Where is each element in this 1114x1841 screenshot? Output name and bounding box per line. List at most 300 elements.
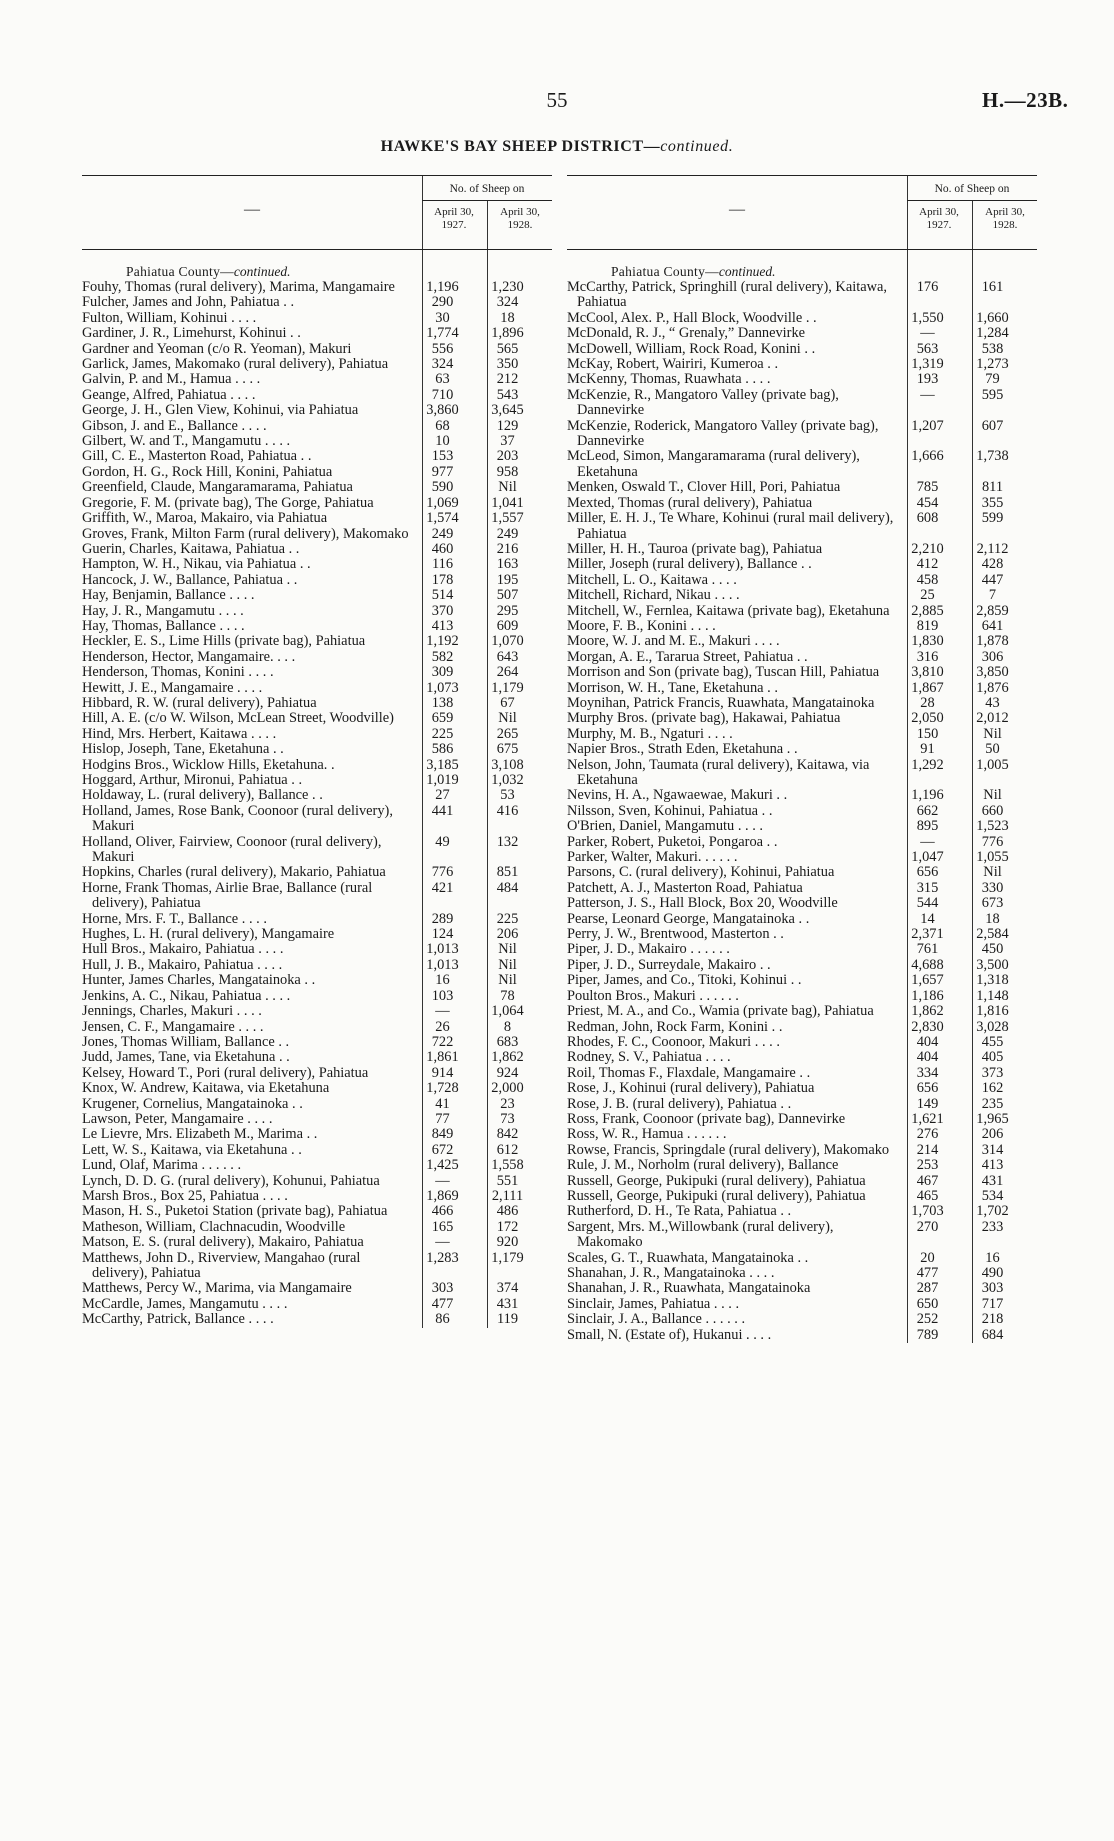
sheep-1927-cell: 25	[920, 587, 935, 604]
owner-name-cell: Gill, C. E., Masterton Road, Pahiatua . .	[82, 448, 312, 465]
sheep-1927-cell: 225	[431, 725, 454, 742]
sheep-1928-cell: 1,032	[491, 772, 524, 788]
sheep-1927-cell: 1,192	[426, 633, 459, 650]
owner-name-cell: McCarthy, Patrick, Springhill (rural delivery), Kaitawa, Pahiatua	[567, 279, 887, 311]
owner-name-cell: Garlick, James, Makomako (rural delivery), Pahiatua	[82, 356, 389, 373]
owner-name-cell: Griffith, W., Maroa, Makairo, via Pahiatua	[82, 510, 328, 527]
sheep-1927-cell: 460	[431, 540, 454, 557]
table-row	[567, 634, 1037, 649]
owner-name-cell: McKenny, Thomas, Ruawhata . . . .	[567, 371, 771, 388]
sheep-1927-cell: 761	[916, 941, 939, 958]
table-row	[82, 1158, 552, 1173]
owner-name-cell: Fulton, William, Kohinui . . . .	[82, 309, 257, 326]
owner-name-cell: George, J. H., Glen View, Kohinui, via Pahiatua	[82, 402, 359, 419]
sheep-1928-cell: 8	[503, 1018, 512, 1035]
sheep-1928-cell: 3,645	[491, 402, 524, 419]
sheep-1928-cell: 565	[496, 340, 519, 357]
sheep-1927-cell: 1,657	[911, 972, 944, 989]
sheep-1928-cell: 490	[981, 1265, 1004, 1281]
sheep-1928-cell: 218	[981, 1311, 1004, 1328]
header-year-1928: April 30, 1928.	[985, 206, 1025, 231]
sheep-1928-cell: 776	[981, 833, 1004, 850]
sheep-1927-cell: 116	[431, 556, 454, 573]
sheep-1927-cell: 1,319	[911, 356, 944, 373]
sheep-1928-cell: 1,557	[491, 510, 524, 527]
owner-name-cell: Miller, Joseph (rural delivery), Ballance . .	[567, 556, 812, 573]
table-row	[82, 927, 552, 942]
sheep-1927-cell: 1,283	[426, 1249, 459, 1266]
heading-continued: continued.	[660, 138, 734, 155]
table-row	[567, 619, 1037, 634]
sheep-1927-cell: 556	[431, 340, 454, 357]
sheep-1927-cell: 1,013	[426, 956, 459, 973]
sheep-1928-cell: 53	[500, 787, 515, 804]
owner-name-cell: Lynch, D. D. G. (rural delivery), Kohunui, Pahiatua	[82, 1172, 380, 1189]
table-row	[82, 434, 552, 449]
sheep-1928-cell: 1,862	[491, 1049, 524, 1066]
sheep-1927-cell: 465	[916, 1187, 939, 1204]
owner-name-cell: Lund, Olaf, Marima . . . . . .	[82, 1157, 242, 1174]
owner-name-cell: Nevins, H. A., Ngawaewae, Makuri . .	[567, 787, 788, 804]
sheep-1928-cell: 675	[496, 741, 519, 758]
sheep-1928-cell: 811	[981, 479, 1004, 496]
sheep-1928-cell: 235	[981, 1095, 1004, 1112]
sheep-1928-cell: 2,111	[491, 1187, 524, 1204]
sheep-1928-cell: 1,064	[491, 1003, 524, 1020]
sheep-1928-cell: 206	[981, 1126, 1004, 1143]
owner-name-cell: Parsons, C. (rural delivery), Kohinui, Pahiatua	[567, 864, 835, 881]
owner-name-cell: Sargent, Mrs. M.,Willowbank (rural delivery), Makomako	[567, 1218, 834, 1251]
table-row	[82, 788, 552, 803]
owner-name-cell: Henderson, Hector, Mangamaire. . . .	[82, 648, 296, 665]
owner-name-cell: Rowse, Francis, Springdale (rural delivery), Makomako	[567, 1141, 890, 1158]
table-row	[82, 326, 552, 341]
sheep-1928-cell: 67	[500, 694, 515, 711]
sheep-1927-cell: —	[920, 325, 935, 342]
sheep-1927-cell: 1,830	[911, 633, 944, 650]
sheep-1928-cell: 455	[981, 1033, 1004, 1050]
sheep-1928-cell: 551	[496, 1172, 519, 1189]
sheep-1928-cell: 1,965	[976, 1110, 1009, 1127]
table-row	[567, 681, 1037, 696]
sheep-1927-cell: 165	[431, 1218, 454, 1235]
sheep-1927-cell: 16	[435, 972, 450, 989]
sheep-1928-cell: 607	[981, 417, 1004, 434]
owner-name-cell: Greenfield, Claude, Mangaramarama, Pahiatua	[82, 479, 353, 496]
sheep-1927-cell: 287	[916, 1280, 939, 1297]
owner-name-cell: Hopkins, Charles (rural delivery), Makario, Pahiatua	[82, 864, 386, 881]
table-row	[82, 1220, 552, 1235]
table-row	[567, 1143, 1037, 1158]
sheep-1927-cell: 103	[431, 987, 454, 1004]
owner-name-cell: Morrison and Son (private bag), Tuscan Hill, Pahiatua	[567, 664, 880, 681]
table-row	[567, 942, 1037, 957]
sheep-1927-cell: 1,069	[426, 494, 459, 511]
table-row	[82, 665, 552, 680]
sheep-1928-cell: 958	[496, 463, 519, 480]
sheep-1928-cell: 206	[496, 926, 519, 943]
table-row	[567, 1020, 1037, 1035]
table-row	[567, 542, 1037, 557]
sheep-1928-cell: 447	[981, 571, 1004, 588]
table-row	[567, 835, 1037, 850]
sheep-1927-cell: 1,013	[426, 941, 459, 958]
sheep-1928-cell: 23	[500, 1095, 515, 1112]
sheep-1928-cell: 543	[496, 386, 519, 403]
sheep-1928-cell: 534	[981, 1187, 1004, 1204]
owner-name-cell: Gilbert, W. and T., Mangamutu . . . .	[82, 433, 291, 450]
table-row	[567, 1158, 1037, 1173]
owner-name-cell: Hill, A. E. (c/o W. Wilson, McLean Street, Woodville)	[82, 710, 394, 727]
sheep-1927-cell: 14	[920, 910, 935, 927]
owner-name-cell: Murphy, M. B., Ngaturi . . . .	[567, 725, 733, 742]
county-heading	[82, 264, 552, 280]
owner-name-cell: Henderson, Thomas, Konini . . . .	[82, 664, 274, 681]
sheep-1927-cell: 477	[916, 1265, 939, 1281]
table-row	[82, 465, 552, 480]
table-row	[82, 573, 552, 588]
table-rows	[567, 280, 1037, 1343]
sheep-1928-cell: 306	[981, 648, 1004, 665]
table-row	[567, 280, 1037, 311]
sheep-1928-cell: 1,523	[976, 818, 1009, 835]
sheep-1927-cell: 819	[916, 617, 939, 634]
sheep-1927-cell: 1,728	[426, 1080, 459, 1097]
table-row	[82, 1143, 552, 1158]
owner-name-cell: Gordon, H. G., Rock Hill, Konini, Pahiatua	[82, 463, 333, 480]
owner-name-cell: Priest, M. A., and Co., Wamia (private bag), Pahiatua	[567, 1003, 874, 1020]
owner-name-cell: Hughes, L. H. (rural delivery), Mangamaire	[82, 926, 335, 943]
owner-name-cell: Rhodes, F. C., Coonoor, Makuri . . . .	[567, 1033, 780, 1050]
sheep-1928-cell: 1,558	[491, 1157, 524, 1174]
sheep-1927-cell: 4,688	[911, 956, 944, 973]
sheep-1927-cell: 785	[916, 479, 939, 496]
sheep-1928-cell: Nil	[498, 956, 517, 973]
sheep-1928-cell: 1,273	[976, 356, 1009, 373]
table-row	[567, 496, 1037, 511]
sheep-1928-cell: 684	[981, 1326, 1004, 1343]
report-code: H.—23B.	[982, 88, 1069, 112]
sheep-1928-cell: 1,318	[976, 972, 1009, 989]
sheep-1927-cell: 3,860	[426, 402, 459, 419]
owner-name-cell: Nilsson, Sven, Kohinui, Pahiatua . .	[567, 802, 773, 819]
owner-name-cell: McCardle, James, Mangamutu . . . .	[82, 1295, 288, 1312]
sheep-1928-cell: 79	[985, 371, 1000, 388]
sheep-1927-cell: 10	[435, 433, 450, 450]
table-row	[567, 850, 1037, 865]
owner-name-cell: Gardiner, J. R., Limehurst, Kohinui . .	[82, 325, 301, 342]
sheep-1928-cell: 355	[981, 494, 1004, 511]
sheep-1927-cell: 26	[435, 1018, 450, 1035]
table-row	[82, 1312, 552, 1327]
owner-name-cell: Patterson, J. S., Hall Block, Box 20, Woodville	[567, 895, 838, 912]
table-row	[567, 650, 1037, 665]
sheep-1928-cell: 416	[496, 802, 519, 819]
sheep-1928-cell: Nil	[498, 479, 517, 496]
sheep-1928-cell: Nil	[498, 941, 517, 958]
owner-name-cell: Jennings, Charles, Makuri . . . .	[82, 1003, 262, 1020]
table-row	[82, 1097, 552, 1112]
table-row	[567, 557, 1037, 572]
table-row	[567, 1312, 1037, 1327]
table-row	[82, 388, 552, 403]
sheep-1927-cell: 334	[916, 1064, 939, 1081]
sheep-1928-cell: Nil	[498, 710, 517, 727]
sheep-1927-cell: 68	[435, 417, 450, 434]
table-row	[82, 604, 552, 619]
sheep-1927-cell: 1,861	[426, 1049, 459, 1066]
left-column-table	[82, 175, 552, 1328]
sheep-1927-cell: 789	[916, 1326, 939, 1343]
sheep-1928-cell: 330	[981, 879, 1004, 896]
sheep-1928-cell: 924	[496, 1064, 519, 1081]
sheep-1927-cell: 467	[916, 1172, 939, 1189]
table-row	[82, 295, 552, 310]
sheep-1928-cell: 842	[496, 1126, 519, 1143]
owner-name-cell: Hind, Mrs. Herbert, Kaitawa . . . .	[82, 725, 277, 742]
table-row	[82, 727, 552, 742]
sheep-1927-cell: 270	[916, 1218, 939, 1235]
sheep-1927-cell: 150	[916, 725, 939, 742]
table-row	[567, 342, 1037, 357]
table-row	[82, 419, 552, 434]
header-blank-cell: —	[729, 201, 745, 218]
table-row	[567, 1081, 1037, 1096]
sheep-1927-cell: 412	[916, 556, 939, 573]
header-year-1927: April 30, 1927.	[919, 206, 959, 231]
table-body	[82, 250, 552, 1328]
table-row	[567, 973, 1037, 988]
table-row	[567, 1127, 1037, 1142]
owner-name-cell: Roil, Thomas F., Flaxdale, Mangamaire . .	[567, 1064, 811, 1081]
owner-name-cell: Moore, W. J. and M. E., Makuri . . . .	[567, 633, 780, 650]
table-row	[82, 1174, 552, 1189]
table-row	[567, 1204, 1037, 1219]
table-row	[567, 711, 1037, 726]
table-row	[567, 1220, 1037, 1251]
table-row	[82, 511, 552, 526]
owner-name-cell: Rule, J. M., Norholm (rural delivery), Ballance	[567, 1157, 839, 1174]
table-row	[567, 927, 1037, 942]
table-row	[567, 1328, 1037, 1343]
sheep-1928-cell: 43	[985, 694, 1000, 711]
sheep-1928-cell: 1,878	[976, 633, 1009, 650]
owner-name-cell: Heckler, E. S., Lime Hills (private bag), Pahiatua	[82, 633, 366, 650]
sheep-1928-cell: 73	[500, 1110, 515, 1127]
table-row	[567, 865, 1037, 880]
sheep-1928-cell: 450	[981, 941, 1004, 958]
owner-name-cell: Geange, Alfred, Pahiatua . . . .	[82, 386, 256, 403]
table-row	[567, 357, 1037, 372]
sheep-1928-cell: 1,179	[491, 1249, 524, 1266]
county-continued: continued.	[718, 264, 776, 279]
table-row	[567, 896, 1037, 911]
sheep-1928-cell: 16	[985, 1249, 1000, 1266]
sheep-1928-cell: 413	[981, 1157, 1004, 1174]
sheep-1927-cell: 1,292	[911, 756, 944, 773]
table-row	[567, 480, 1037, 495]
sheep-1927-cell: 458	[916, 571, 939, 588]
owner-name-cell: Hislop, Joseph, Tane, Eketahuna . .	[82, 741, 284, 758]
owner-name-cell: Rose, J. B. (rural delivery), Pahiatua . .	[567, 1095, 792, 1112]
table-row	[82, 1004, 552, 1019]
sheep-1928-cell: 195	[496, 571, 519, 588]
sheep-1928-cell: 431	[981, 1172, 1004, 1189]
sheep-1928-cell: 673	[981, 895, 1004, 912]
sheep-1927-cell: 590	[431, 479, 454, 496]
sheep-1927-cell: 3,185	[426, 756, 459, 773]
table-row	[567, 727, 1037, 742]
table-row	[82, 1050, 552, 1065]
table-row	[82, 1035, 552, 1050]
sheep-1928-cell: 161	[981, 279, 1004, 295]
table-row	[567, 989, 1037, 1004]
table-row	[82, 1066, 552, 1081]
sheep-1927-cell: 477	[431, 1295, 454, 1312]
sheep-1927-cell: —	[435, 1234, 450, 1251]
table-row	[82, 496, 552, 511]
sheep-1927-cell: 49	[435, 833, 450, 850]
owner-name-cell: Holdaway, L. (rural delivery), Ballance . .	[82, 787, 323, 804]
sheep-1928-cell: 163	[496, 556, 519, 573]
sheep-1927-cell: 178	[431, 571, 454, 588]
sheep-1927-cell: 710	[431, 386, 454, 403]
owner-name-cell: Hay, J. R., Mangamutu . . . .	[82, 602, 244, 619]
table-row	[82, 912, 552, 927]
sheep-1928-cell: 7	[988, 587, 997, 604]
table-row	[82, 588, 552, 603]
heading-main: HAWKE'S BAY SHEEP DISTRICT—	[380, 138, 661, 155]
owner-name-cell: Redman, John, Rock Farm, Konini . .	[567, 1018, 783, 1035]
sheep-1927-cell: —	[920, 833, 935, 850]
owner-name-cell: Ross, W. R., Hamua . . . . . .	[567, 1126, 727, 1143]
sheep-1928-cell: 1,179	[491, 679, 524, 696]
sheep-1928-cell: 405	[981, 1049, 1004, 1066]
sheep-1927-cell: 2,050	[911, 710, 944, 727]
sheep-1927-cell: 1,862	[911, 1003, 944, 1020]
owner-name-cell: Fulcher, James and John, Pahiatua . .	[82, 294, 295, 311]
table-row	[567, 1066, 1037, 1081]
sheep-1927-cell: 404	[916, 1033, 939, 1050]
sheep-1927-cell: 466	[431, 1203, 454, 1220]
sheep-1927-cell: 370	[431, 602, 454, 619]
table-row	[82, 773, 552, 788]
sheep-1928-cell: 486	[496, 1203, 519, 1220]
sheep-1928-cell: 350	[496, 356, 519, 373]
sheep-1928-cell: 3,850	[976, 664, 1009, 681]
sheep-1927-cell: 1,621	[911, 1110, 944, 1127]
sheep-1927-cell: 153	[431, 448, 454, 465]
table-row	[82, 711, 552, 726]
table-row	[82, 542, 552, 557]
sheep-1927-cell: 672	[431, 1141, 454, 1158]
sheep-1928-cell: Nil	[983, 725, 1002, 742]
sheep-1927-cell: 253	[916, 1157, 939, 1174]
sheep-1927-cell: 1,425	[426, 1157, 459, 1174]
owner-name-cell: Napier Bros., Strath Eden, Eketahuna . .	[567, 741, 798, 758]
table-row	[567, 665, 1037, 680]
owner-name-cell: Moynihan, Patrick Francis, Ruawhata, Mangatainoka	[567, 694, 875, 711]
sheep-1927-cell: 1,196	[426, 279, 459, 295]
sheep-1927-cell: 193	[916, 371, 939, 388]
sheep-1927-cell: 404	[916, 1049, 939, 1066]
owner-name-cell: Jones, Thomas William, Ballance . .	[82, 1033, 290, 1050]
table-row	[82, 804, 552, 835]
owner-name-cell: Mexted, Thomas (rural delivery), Pahiatua	[567, 494, 813, 511]
sheep-1927-cell: 91	[920, 741, 935, 758]
sheep-1927-cell: 586	[431, 741, 454, 758]
sheep-1928-cell: 324	[496, 294, 519, 311]
sheep-1927-cell: 1,019	[426, 772, 459, 788]
sheep-1928-cell: 507	[496, 587, 519, 604]
sheep-1927-cell: 214	[916, 1141, 939, 1158]
sheep-1927-cell: 289	[431, 910, 454, 927]
table-row	[567, 419, 1037, 450]
sheep-1927-cell: —	[435, 1172, 450, 1189]
sheep-1928-cell: 203	[496, 448, 519, 465]
owner-name-cell: Poulton Bros., Makuri . . . . . .	[567, 987, 739, 1004]
sheep-1927-cell: 776	[431, 864, 454, 881]
sheep-1927-cell: 659	[431, 710, 454, 727]
sheep-1927-cell: 1,867	[911, 679, 944, 696]
table-row	[567, 788, 1037, 803]
sheep-1928-cell: 3,108	[491, 756, 524, 773]
owner-name-cell: Shanahan, J. R., Ruawhata, Mangatainoka	[567, 1280, 811, 1297]
sheep-1927-cell: 1,186	[911, 987, 944, 1004]
header-year-1927: April 30, 1927.	[434, 206, 474, 231]
owner-name-cell: Piper, J. D., Makairo . . . . . .	[567, 941, 730, 958]
county-name: Pahiatua County—	[126, 264, 234, 279]
owner-name-cell: Ross, Frank, Coonoor (private bag), Dannevirke	[567, 1110, 846, 1127]
owner-name-cell: Morgan, A. E., Tararua Street, Pahiatua . .	[567, 648, 808, 665]
owner-name-cell: Rodney, S. V., Pahiatua . . . .	[567, 1049, 731, 1066]
owner-name-cell: Lawson, Peter, Mangamaire . . . .	[82, 1110, 273, 1127]
owner-name-cell: Rutherford, D. H., Te Rata, Pahiatua . .	[567, 1203, 792, 1220]
sheep-1928-cell: 373	[981, 1064, 1004, 1081]
table-row	[82, 942, 552, 957]
sheep-1928-cell: 18	[500, 309, 515, 326]
owner-name-cell: Moore, F. B., Konini . . . .	[567, 617, 716, 634]
sheep-1927-cell: 1,869	[426, 1187, 459, 1204]
county-name: Pahiatua County—	[611, 264, 719, 279]
sheep-1928-cell: 119	[496, 1311, 519, 1328]
sheep-1928-cell: 660	[981, 802, 1004, 819]
table-row	[567, 604, 1037, 619]
owner-name-cell: Miller, H. H., Tauroa (private bag), Pahiatua	[567, 540, 823, 557]
table-row	[82, 681, 552, 696]
sheep-1927-cell: 41	[435, 1095, 450, 1112]
owner-name-cell: Holland, James, Rose Bank, Coonoor (rural delivery), Makuri	[82, 802, 393, 835]
sheep-1927-cell: 138	[431, 694, 454, 711]
sheep-1927-cell: —	[920, 386, 935, 403]
table-row	[82, 1081, 552, 1096]
sheep-1928-cell: 78	[500, 987, 515, 1004]
county-heading	[567, 264, 1037, 280]
owner-name-cell: McLeod, Simon, Mangaramarama (rural delivery), Eketahuna	[567, 448, 860, 480]
sheep-1928-cell: 50	[985, 741, 1000, 758]
owner-name-cell: Sinclair, J. A., Ballance . . . . . .	[567, 1311, 746, 1328]
sheep-1927-cell: 3,810	[911, 664, 944, 681]
owner-name-cell: Parker, Robert, Puketoi, Pongaroa . .	[567, 833, 778, 850]
table-row	[82, 449, 552, 464]
owner-name-cell: Morrison, W. H., Tane, Eketahuna . .	[567, 679, 778, 696]
sheep-1928-cell: 295	[496, 602, 519, 619]
sheep-1927-cell: 544	[916, 895, 939, 912]
county-continued: continued.	[233, 264, 291, 279]
sheep-1928-cell: 3,500	[976, 956, 1009, 973]
owner-name-cell: Hancock, J. W., Ballance, Pahiatua . .	[82, 571, 298, 588]
sheep-1928-cell: 249	[496, 525, 519, 542]
